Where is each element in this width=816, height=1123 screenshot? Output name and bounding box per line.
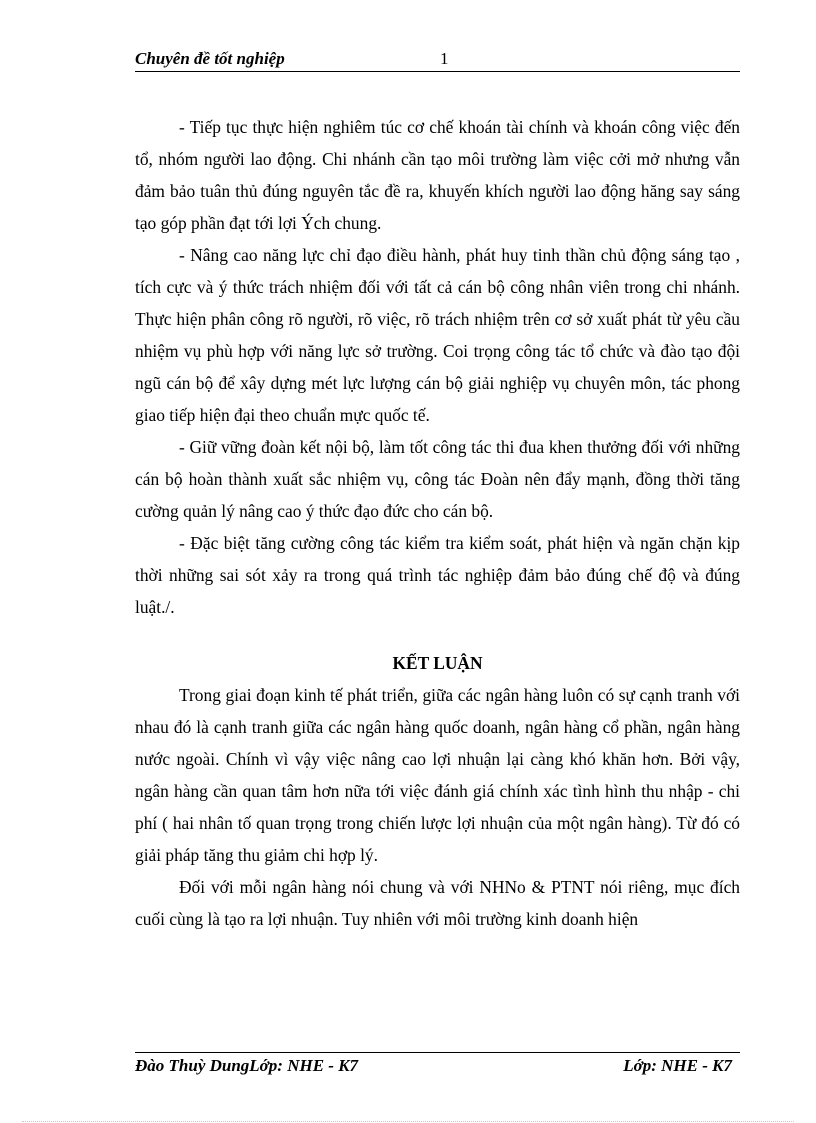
paragraph-leadership-capacity: - Nâng cao năng lực chỉ đạo điều hành, phát huy tinh thần chủ động sáng tạo , tích cực và ý thức trách nhiệm đối với tất cả cán bộ công nhân viên trong chi nhánh. Thực hiện phân công rõ người, rõ việc, rõ trách nhiệm trên cơ sở xuất phát từ yêu cầu nhiệm vụ phù hợp với năng lực sở trường. Coi trọng công tác tổ chức và đào tạo đội ngũ cán bộ để xây dựng mét lực lượng cán bộ giải nghiệp vụ chuyên môn, tác phong giao tiếp hiện đại theo chuẩn mực quốc tế. — [135, 245, 740, 425]
page-header — [135, 47, 740, 72]
paragraph-inspection-control: - Đặc biệt tăng cường công tác kiểm tra kiểm soát, phát hiện và ngăn chặn kịp thời những sai sót xảy ra trong quá trình tác nghiệp đảm bảo đúng chế độ và đúng luật./. — [135, 533, 740, 617]
page-edge-divider — [22, 1121, 794, 1122]
conclusion-heading: KẾT LUẬN — [392, 653, 483, 673]
page-footer — [135, 1052, 740, 1081]
page-number: 1 — [440, 49, 449, 68]
paragraph-internal-unity: - Giữ vững đoàn kết nội bộ, làm tốt công tác thi đua khen thưởng đối với những cán bộ hoàn thành xuất sắc nhiệm vụ, công tác Đoàn nên đẩy mạnh, đồng thời tăng cường quản lý nâng cao ý thức đạo đức cho cán bộ. — [135, 437, 740, 521]
paragraph-conclusion-competition: Trong giai đoạn kinh tế phát triển, giữa các ngân hàng luôn có sự cạnh tranh với nhau đó là cạnh tranh giữa các ngân hàng quốc doanh, ngân hàng cổ phần, ngân hàng nước ngoài. Chính vì vậy việc nâng cao lợi nhuận lại càng khó khăn hơn. Bởi vậy, ngân hàng cần quan tâm hơn nữa tới việc đánh giá chính xác tình hình thu nhập - chi phí ( hai nhân tố quan trọng trong chiến lược lợi nhuận của một ngân hàng). Từ đó có giải pháp tăng thu giảm chi hợp lý. — [135, 685, 740, 865]
paragraph-conclusion-profit: Đối với mỗi ngân hàng nói chung và với NHNo & PTNT nói riêng, mục đích cuối cùng là tạo ra lợi nhuận. Tuy nhiên với môi trường kinh doanh hiện — [135, 877, 740, 929]
footer-author: Đào Thuỳ DungLớp: NHE - K7 — [135, 1056, 359, 1075]
paragraph-finance-contracting: - Tiếp tục thực hiện nghiêm túc cơ chế khoán tài chính và khoán công việc đến tổ, nhóm người lao động. Chi nhánh cần tạo môi trường làm việc cởi mở nhưng vẫn đảm bảo tuân thủ đúng nguyên tắc đề ra, khuyến khích người lao động hăng say sáng tạo góp phần đạt tới lợi Ých chung. — [135, 117, 740, 233]
document-title: Chuyên đề tốt nghiệp — [135, 49, 285, 68]
document-body — [135, 111, 740, 935]
footer-class: Lớp: NHE - K7 — [623, 1056, 732, 1075]
